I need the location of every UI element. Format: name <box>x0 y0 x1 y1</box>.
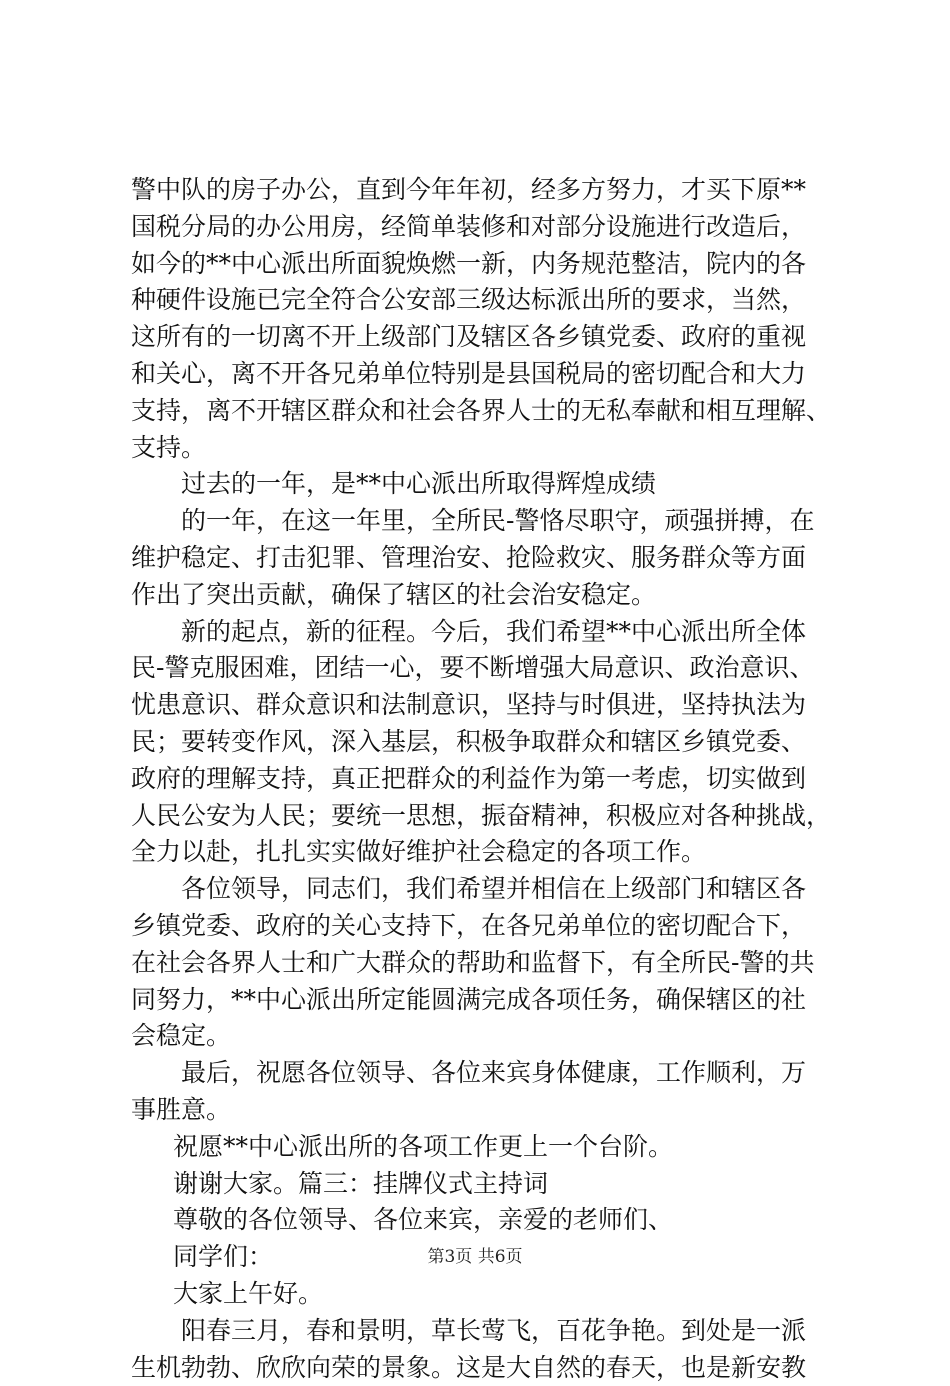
text-line: 如今的**中心派出所面貌焕燃一新，内务规范整洁，院内的各 <box>131 246 851 283</box>
text-line: 最后，祝愿各位领导、各位来宾身体健康，工作顺利，万 <box>131 1055 851 1092</box>
text-line: 的一年，在这一年里，全所民-警恪尽职守，顽强拼搏，在 <box>131 503 851 540</box>
text-line: 人民公安为人民；要统一思想，振奋精神，积极应对各种挑战， <box>131 798 851 835</box>
text-line: 政府的理解支持，真正把群众的利益作为第一考虑，切实做到 <box>131 761 851 798</box>
page-footer: 第3页 共6页 <box>0 1242 950 1267</box>
text-line: 民；要转变作风，深入基层，积极争取群众和辖区乡镇党委、 <box>131 724 851 761</box>
text-line: 种硬件设施已完全符合公安部三级达标派出所的要求，当然， <box>131 282 851 319</box>
text-line: 阳春三月，春和景明，草长莺飞，百花争艳。到处是一派 <box>131 1313 851 1350</box>
text-line: 忧患意识、群众意识和法制意识，坚持与时俱进，坚持执法为 <box>131 687 851 724</box>
text-line: 祝愿**中心派出所的各项工作更上一个台阶。 <box>131 1129 851 1166</box>
text-line: 各位领导，同志们，我们希望并相信在上级部门和辖区各 <box>131 871 851 908</box>
text-line: 作出了突出贡献，确保了辖区的社会治安稳定。 <box>131 577 851 614</box>
text-line: 支持，离不开辖区群众和社会各界人士的无私奉献和相互理解、 <box>131 393 851 430</box>
text-line: 警中队的房子办公，直到今年年初，经多方努力，才买下原** <box>131 172 851 209</box>
text-line: 民-警克服困难，团结一心，要不断增强大局意识、政治意识、 <box>131 650 851 687</box>
text-line: 事胜意。 <box>131 1092 851 1129</box>
text-line: 同努力，**中心派出所定能圆满完成各项任务，确保辖区的社 <box>131 982 851 1019</box>
text-line: 谢谢大家。篇三：挂牌仪式主持词 <box>131 1166 851 1203</box>
text-line: 乡镇党委、政府的关心支持下，在各兄弟单位的密切配合下， <box>131 908 851 945</box>
text-line: 和关心，离不开各兄弟单位特别是县国税局的密切配合和大力 <box>131 356 851 393</box>
text-line: 尊敬的各位领导、各位来宾，亲爱的老师们、 <box>131 1202 851 1239</box>
text-line: 大家上午好。 <box>131 1276 851 1313</box>
text-line: 全力以赴，扎扎实实做好维护社会稳定的各项工作。 <box>131 834 851 871</box>
text-line: 同学们： <box>131 1239 851 1276</box>
text-line: 过去的一年，是**中心派出所取得辉煌成绩 <box>131 466 851 503</box>
text-line: 维护稳定、打击犯罪、管理治安、抢险救灾、服务群众等方面 <box>131 540 851 577</box>
text-line: 支持。 <box>131 430 851 467</box>
text-line: 生机勃勃、欣欣向荣的景象。这是大自然的春天，也是新安教 <box>131 1350 851 1386</box>
text-line: 在社会各界人士和广大群众的帮助和监督下，有全所民-警的共 <box>131 945 851 982</box>
document-body <box>131 172 851 1386</box>
text-line: 会稳定。 <box>131 1018 851 1055</box>
text-line: 新的起点，新的征程。今后，我们希望**中心派出所全体 <box>131 614 851 651</box>
text-line: 国税分局的办公用房，经简单装修和对部分设施进行改造后， <box>131 209 851 246</box>
text-line: 这所有的一切离不开上级部门及辖区各乡镇党委、政府的重视 <box>131 319 851 356</box>
